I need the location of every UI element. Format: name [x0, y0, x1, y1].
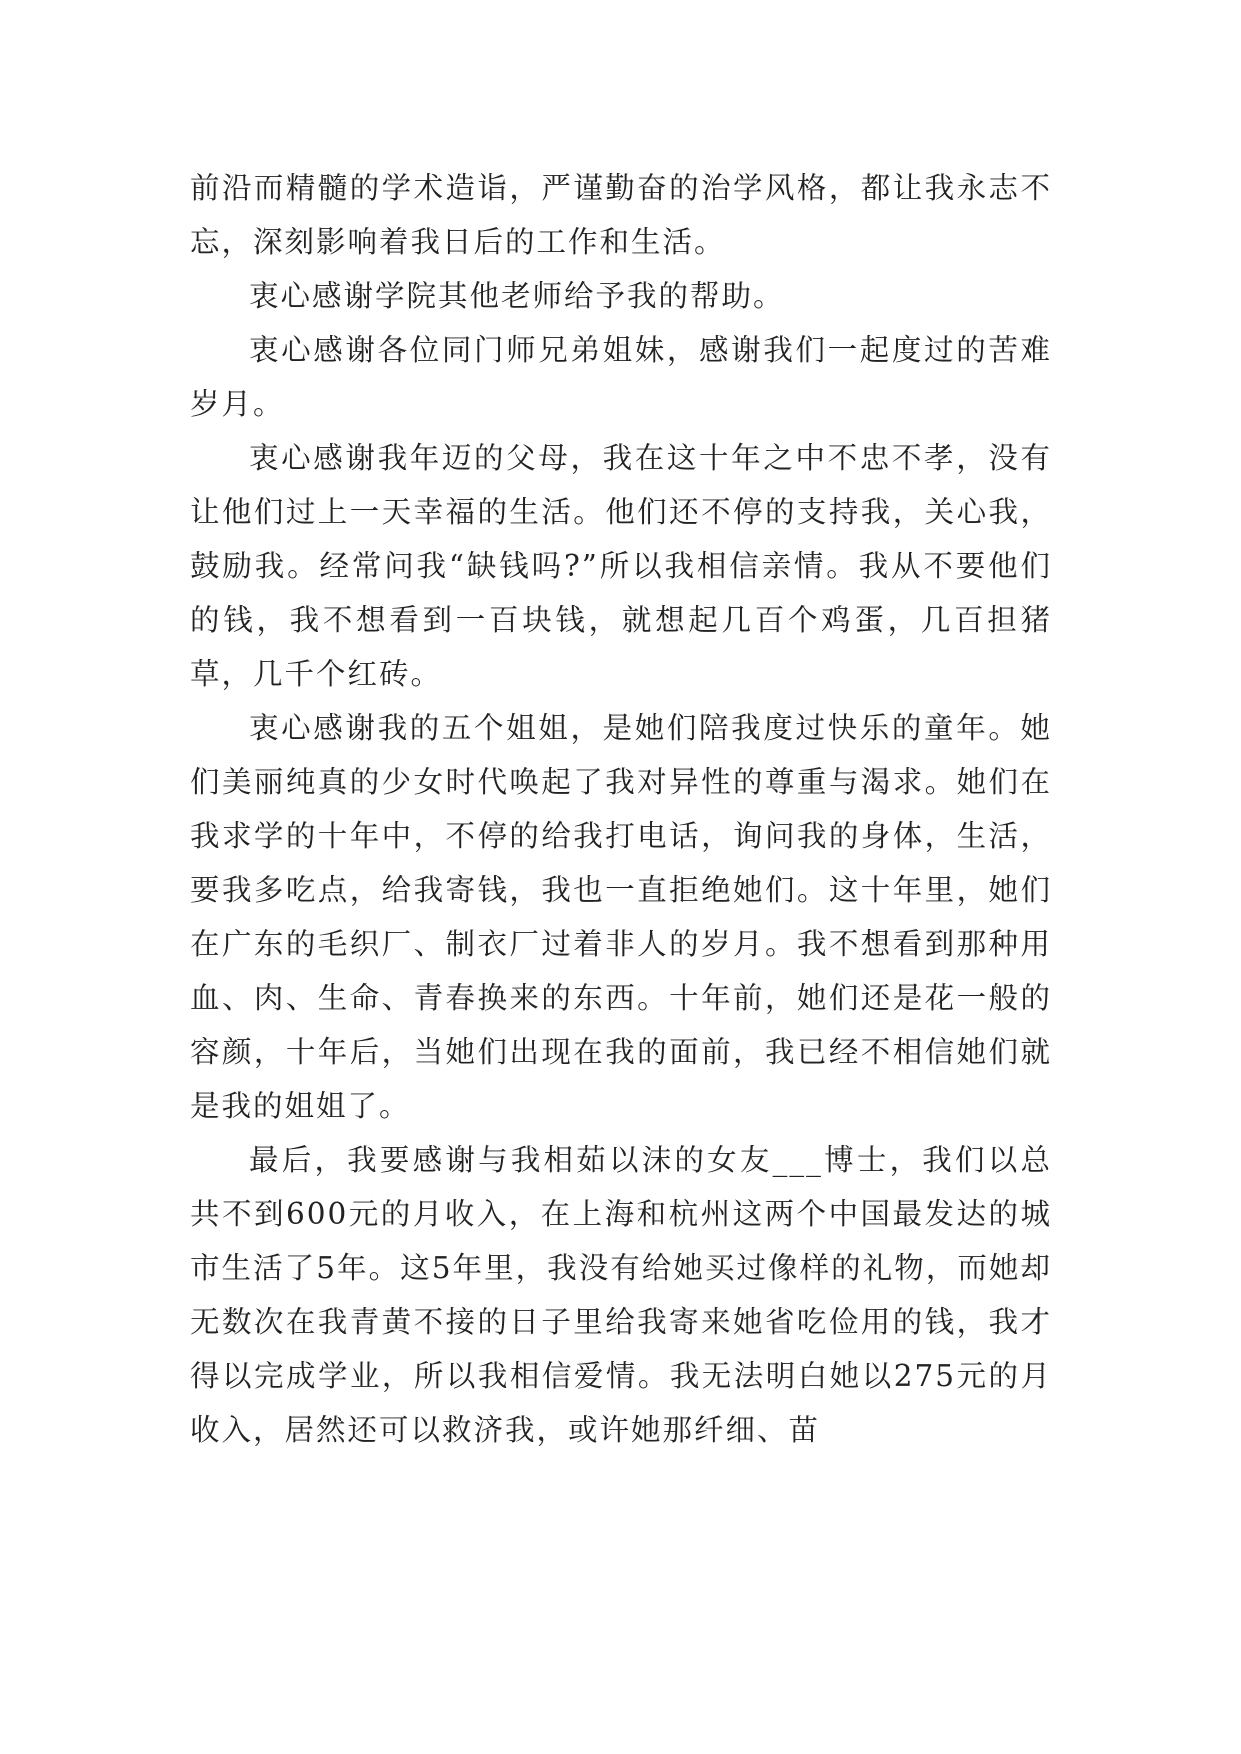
paragraph-thanks-parents: 衷心感谢我年迈的父母，我在这十年之中不忠不孝，没有让他们过上一天幸福的生活。他们还不停的支持我，关心我，鼓励我。经常问我“缺钱吗?”所以我相信亲情。我从不要他们的钱，我不想看到一百块钱，就想起几百个鸡蛋，几百担猪草，几千个红砖。	[190, 441, 1052, 691]
paragraph-thanks-sisters: 衷心感谢我的五个姐姐，是她们陪我度过快乐的童年。她们美丽纯真的少女时代唤起了我对异性的尊重与渴求。她们在我求学的十年中，不停的给我打电话，询问我的身体，生活，要我多吃点，给我寄钱，我也一直拒绝她们。这十年里，她们在广东的毛织厂、制衣厂过着非人的岁月。我不想看到那种用血、肉、生命、青春换来的东西。十年前，她们还是花一般的容颜，十年后，当她们出现在我的面前，我已经不相信她们就是我的姐姐了。	[190, 711, 1052, 1123]
paragraph-continued: 前沿而精髓的学术造诣，严谨勤奋的治学风格，都让我永志不忘，深刻影响着我日后的工作和生活。	[190, 171, 1052, 259]
paragraph-thanks-girlfriend: 最后，我要感谢与我相茹以沫的女友___博士，我们以总共不到600元的月收入，在上海和杭州这两个中国最发达的城市生活了5年。这5年里，我没有给她买过像样的礼物，而她却无数次在我青黄不接的日子里给我寄来她省吃俭用的钱，我才得以完成学业，所以我相信爱情。我无法明白她以275元的月收入，居然还可以救济我，或许她那纤细、苗	[190, 1143, 1052, 1447]
paragraph-thanks-college-teachers: 衷心感谢学院其他老师给予我的帮助。	[249, 279, 785, 313]
paragraph-thanks-fellow-students: 衷心感谢各位同门师兄弟姐妹，感谢我们一起度过的苦难岁月。	[190, 333, 1052, 421]
document-page	[190, 0, 1052, 1754]
